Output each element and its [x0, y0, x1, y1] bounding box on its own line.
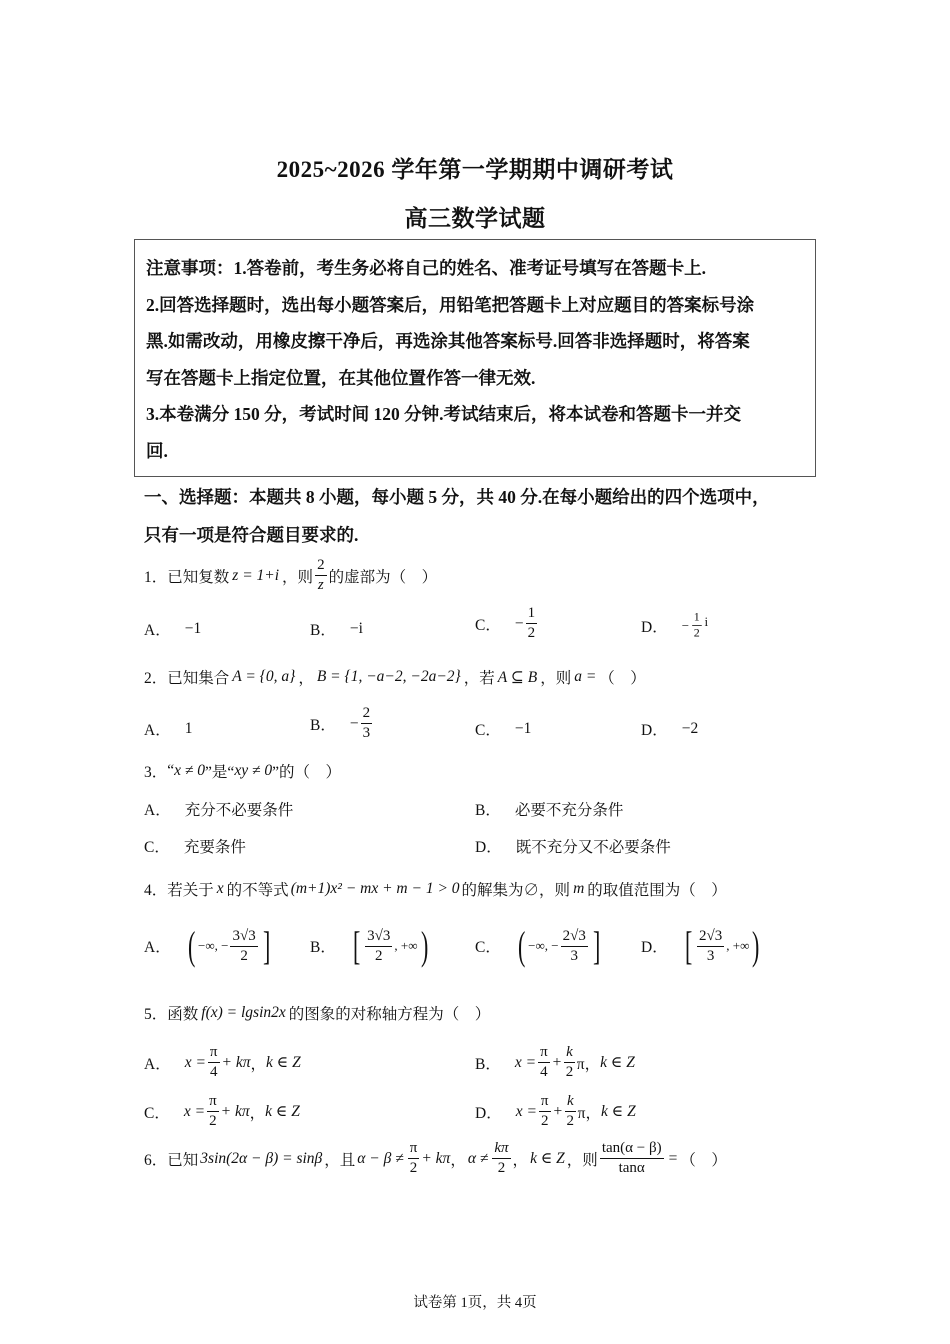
- stem-text: “: [167, 762, 175, 779]
- fraction-den: 2: [240, 947, 248, 964]
- option-c: [475, 606, 539, 641]
- option-a: [144, 798, 293, 820]
- question-number: 5．: [144, 1006, 168, 1023]
- fraction-den: 2: [209, 1113, 217, 1129]
- option-math: +: [551, 1053, 563, 1071]
- question-6: [144, 1141, 727, 1176]
- notice-line: 3.本卷满分 150 分，考试时间 120 分钟.考试结束后，将本试卷和答题卡一并交: [146, 404, 741, 424]
- option-text: −: [681, 617, 690, 633]
- stem-math: (m+1)x² − mx + m − 1 > 0: [290, 880, 460, 897]
- option-math: k ∈ Z: [600, 1054, 635, 1071]
- stem-math: a =: [574, 668, 597, 685]
- fraction-num: 2√3: [561, 929, 588, 947]
- option-b: [310, 706, 374, 741]
- fraction-num: k: [565, 1094, 576, 1112]
- interval-post: , +∞: [726, 938, 750, 953]
- fraction-den: 2: [527, 625, 536, 641]
- notice-box: [134, 239, 816, 477]
- option-label: B．: [475, 802, 501, 819]
- fraction-den: 2: [375, 947, 383, 964]
- option-text: −: [349, 714, 359, 732]
- fraction: [561, 929, 588, 964]
- question-3: [144, 760, 341, 782]
- stem-text: 的不等式: [226, 882, 289, 899]
- interval-close: ]: [592, 923, 601, 968]
- stem-text: ，则: [566, 1151, 598, 1169]
- stem-math: x ≠ 0: [174, 762, 206, 779]
- fraction-num: π: [408, 1141, 420, 1159]
- stem-text: ，且: [324, 1151, 356, 1169]
- fraction-num: 2√3: [697, 929, 724, 947]
- stem-math: + kπ: [421, 1149, 451, 1167]
- interval-close: ]: [262, 923, 271, 968]
- option-text: −1: [514, 720, 532, 737]
- fraction-den: 2: [693, 626, 700, 640]
- option-text: −: [514, 614, 524, 632]
- stem-text: ，则: [540, 670, 572, 687]
- question-4: [144, 878, 727, 900]
- option-math: + kπ: [220, 1102, 250, 1120]
- stem-math: 3sin(2α − β) = sinβ: [200, 1149, 323, 1167]
- option-label: B．: [475, 1055, 501, 1073]
- option-c: [144, 835, 246, 857]
- notice-line: 回.: [146, 440, 168, 461]
- fraction-num: kπ: [492, 1141, 510, 1159]
- option-text: −1: [184, 620, 202, 637]
- fraction: [565, 1094, 576, 1129]
- exam-subtitle: 高三数学试题: [404, 206, 546, 231]
- option-text: ，: [249, 1104, 266, 1122]
- question-number: 6．: [144, 1151, 168, 1169]
- fraction: [315, 558, 327, 593]
- option-label: B．: [310, 716, 336, 734]
- option-b: [310, 923, 431, 968]
- stem-math: m: [573, 880, 585, 897]
- stem-text: ，则: [282, 568, 314, 586]
- fraction-den: z: [317, 577, 324, 593]
- option-label: D．: [641, 939, 668, 956]
- exam-title: 2025~2026 学年第一学期期中调研考试: [276, 157, 674, 182]
- option-math: x =: [515, 1102, 537, 1120]
- option-b: [310, 618, 363, 640]
- interval-close: ): [752, 923, 760, 968]
- fraction: [408, 1141, 420, 1176]
- option-label: A．: [144, 939, 171, 956]
- interval-post: , +∞: [394, 938, 418, 953]
- fraction: [365, 929, 392, 964]
- notice-line: 注意事项：1.答卷前，考生务必将自己的姓名、准考证号填写在答题卡上.: [146, 258, 706, 278]
- fraction-num: 2: [361, 706, 373, 724]
- option-d: [641, 923, 763, 968]
- question-number: 2．: [144, 670, 168, 687]
- option-math: k ∈ Z: [266, 1054, 301, 1071]
- option-text: 1: [184, 720, 193, 737]
- fraction: [208, 1045, 220, 1080]
- option-d: [475, 835, 671, 857]
- fraction-num: 1: [526, 606, 538, 624]
- stem-math: α − β ≠: [357, 1149, 404, 1167]
- option-text: 充要条件: [183, 839, 246, 856]
- option-label: C．: [475, 722, 501, 739]
- option-suffix: i: [704, 614, 709, 629]
- question-number: 4．: [144, 882, 168, 899]
- interval-pre: −∞, −: [198, 938, 229, 953]
- fraction-den: 3: [570, 947, 578, 964]
- fraction: [230, 929, 257, 964]
- fraction: [492, 1141, 510, 1176]
- option-math: x =: [514, 1053, 537, 1071]
- option-math: + kπ: [221, 1053, 251, 1071]
- option-c: [475, 923, 603, 968]
- option-label: A．: [144, 802, 171, 819]
- stem-math: k ∈ Z: [530, 1150, 565, 1167]
- stem-text: ”是“: [205, 764, 235, 781]
- stem-text: 已知复数: [167, 568, 230, 586]
- stem-text: 的取值范围为（ ）: [587, 882, 727, 899]
- stem-text: 的图象的对称轴方程为（ ）: [288, 1006, 491, 1023]
- option-a: [144, 1045, 301, 1080]
- stem-text: ，: [450, 1151, 466, 1169]
- option-a: [144, 718, 192, 740]
- interval-open: (: [517, 923, 526, 968]
- option-b: [475, 1045, 635, 1080]
- stem-text: （ ）: [599, 670, 646, 687]
- fraction: [697, 929, 724, 964]
- fraction-den: 2: [566, 1113, 575, 1129]
- option-c: [144, 1094, 300, 1129]
- notice-line: 黑.如需改动，用橡皮擦干净后，再选涂其他答案标号.回答非选择题时，将答案: [146, 331, 750, 351]
- stem-math: f(x) = lgsin2x: [201, 1004, 286, 1021]
- question-5: [144, 1002, 490, 1024]
- fraction-num: k: [564, 1045, 575, 1063]
- question-2: [144, 666, 646, 688]
- option-a: [144, 618, 201, 640]
- option-label: C．: [475, 939, 501, 956]
- stem-text: （ ）: [680, 1151, 727, 1169]
- stem-text: 已知: [167, 1151, 199, 1169]
- fraction-num: 3√3: [365, 929, 392, 947]
- option-text: 既不充分又不必要条件: [515, 839, 671, 856]
- stem-text: ，: [512, 1151, 529, 1169]
- option-math: +: [552, 1102, 563, 1120]
- fraction-num: π: [208, 1045, 220, 1063]
- fraction-den: 4: [209, 1064, 218, 1080]
- fraction-num: tan(α − β): [600, 1141, 664, 1159]
- fraction-den: 4: [540, 1064, 548, 1080]
- question-number: 3．: [144, 764, 168, 781]
- fraction-num: 3√3: [230, 929, 257, 947]
- option-text: π，: [576, 1055, 601, 1073]
- option-text: π，: [577, 1104, 601, 1122]
- stem-math: x: [216, 880, 224, 897]
- option-label: D．: [641, 722, 668, 739]
- interval-close: ): [420, 923, 428, 968]
- stem-text: 已知集合: [167, 670, 230, 687]
- option-text: ，: [250, 1055, 266, 1073]
- option-c: [475, 718, 531, 740]
- fraction-num: 1: [692, 612, 701, 626]
- stem-math: xy ≠ 0: [234, 762, 273, 779]
- fraction-den: 2: [565, 1064, 574, 1080]
- option-label: A．: [144, 722, 171, 739]
- notice-line: 写在答题卡上指定位置，在其他位置作答一律无效.: [146, 367, 536, 388]
- stem-text: 的虚部为（ ）: [328, 568, 438, 586]
- interval-open: (: [187, 923, 196, 968]
- fraction: [538, 1045, 550, 1080]
- fraction: [207, 1094, 219, 1129]
- fraction: [526, 606, 538, 641]
- section-heading-cont: 只有一项是符合题目要求的.: [144, 525, 359, 545]
- fraction: [361, 706, 373, 741]
- stem-math: A ⊆ B: [497, 668, 538, 686]
- interval-pre: −∞, −: [528, 938, 559, 953]
- option-d: [641, 608, 708, 643]
- stem-math: B = {1, −a−2, −2a−2}: [316, 668, 461, 685]
- fraction-den: tanα: [618, 1160, 645, 1176]
- option-label: A．: [144, 622, 171, 639]
- option-math: x =: [184, 1053, 206, 1071]
- option-text: −i: [349, 620, 363, 637]
- stem-math: A = {0, a}: [232, 668, 296, 685]
- option-label: B．: [310, 939, 336, 956]
- fraction-den: 3: [362, 725, 371, 741]
- option-math: x =: [183, 1102, 206, 1120]
- option-label: A．: [144, 1055, 171, 1073]
- section-heading: 一、选择题：本题共 8 小题，每小题 5 分，共 40 分.在每小题给出的四个选项中，: [144, 487, 770, 507]
- option-a: [144, 923, 273, 968]
- fraction: [564, 1045, 575, 1080]
- fraction-num: π: [207, 1094, 219, 1112]
- stem-text: 的解集为∅，则: [461, 882, 571, 899]
- option-label: D．: [475, 1104, 502, 1122]
- option-text: 必要不充分条件: [514, 802, 624, 819]
- option-label: B．: [310, 622, 336, 639]
- stem-math: =: [668, 1149, 678, 1167]
- fraction: [692, 612, 701, 640]
- stem-text: 函数: [167, 1006, 199, 1023]
- fraction-den: 2: [409, 1160, 418, 1176]
- interval-open: [: [684, 923, 693, 968]
- notice-line: 2.回答选择题时，选出每小题答案后，用铅笔把答题卡上对应题目的答案标号涂: [146, 294, 755, 315]
- option-math: k ∈ Z: [265, 1103, 300, 1120]
- option-label: C．: [144, 1104, 170, 1122]
- option-d: [641, 718, 698, 740]
- stem-text: ”的（ ）: [272, 764, 341, 781]
- option-text: −2: [681, 720, 699, 737]
- page-footer: 试卷第 1页，共 4页: [413, 1295, 537, 1311]
- interval-open: [: [352, 923, 361, 968]
- fraction-num: 2: [315, 558, 327, 576]
- option-label: D．: [641, 618, 668, 636]
- option-text: 充分不必要条件: [184, 802, 294, 819]
- fraction-den: 3: [706, 947, 715, 964]
- fraction-num: π: [538, 1045, 550, 1063]
- fraction: [600, 1141, 664, 1176]
- option-b: [475, 798, 623, 820]
- stem-math: z = 1+i: [232, 566, 280, 584]
- option-label: D．: [475, 839, 502, 856]
- option-label: C．: [475, 616, 501, 634]
- option-label: C．: [144, 839, 170, 856]
- stem-text: ，: [298, 670, 314, 687]
- stem-text: 若关于: [167, 882, 214, 899]
- question-1: [144, 558, 437, 593]
- question-number: 1．: [144, 568, 168, 586]
- fraction-num: π: [539, 1094, 551, 1112]
- fraction: [539, 1094, 551, 1129]
- fraction-den: 2: [497, 1160, 506, 1176]
- option-d: [475, 1094, 636, 1129]
- fraction-den: 2: [540, 1113, 549, 1129]
- option-math: k ∈ Z: [600, 1103, 636, 1120]
- stem-math: α ≠: [467, 1149, 489, 1167]
- stem-text: ，若: [463, 670, 495, 687]
